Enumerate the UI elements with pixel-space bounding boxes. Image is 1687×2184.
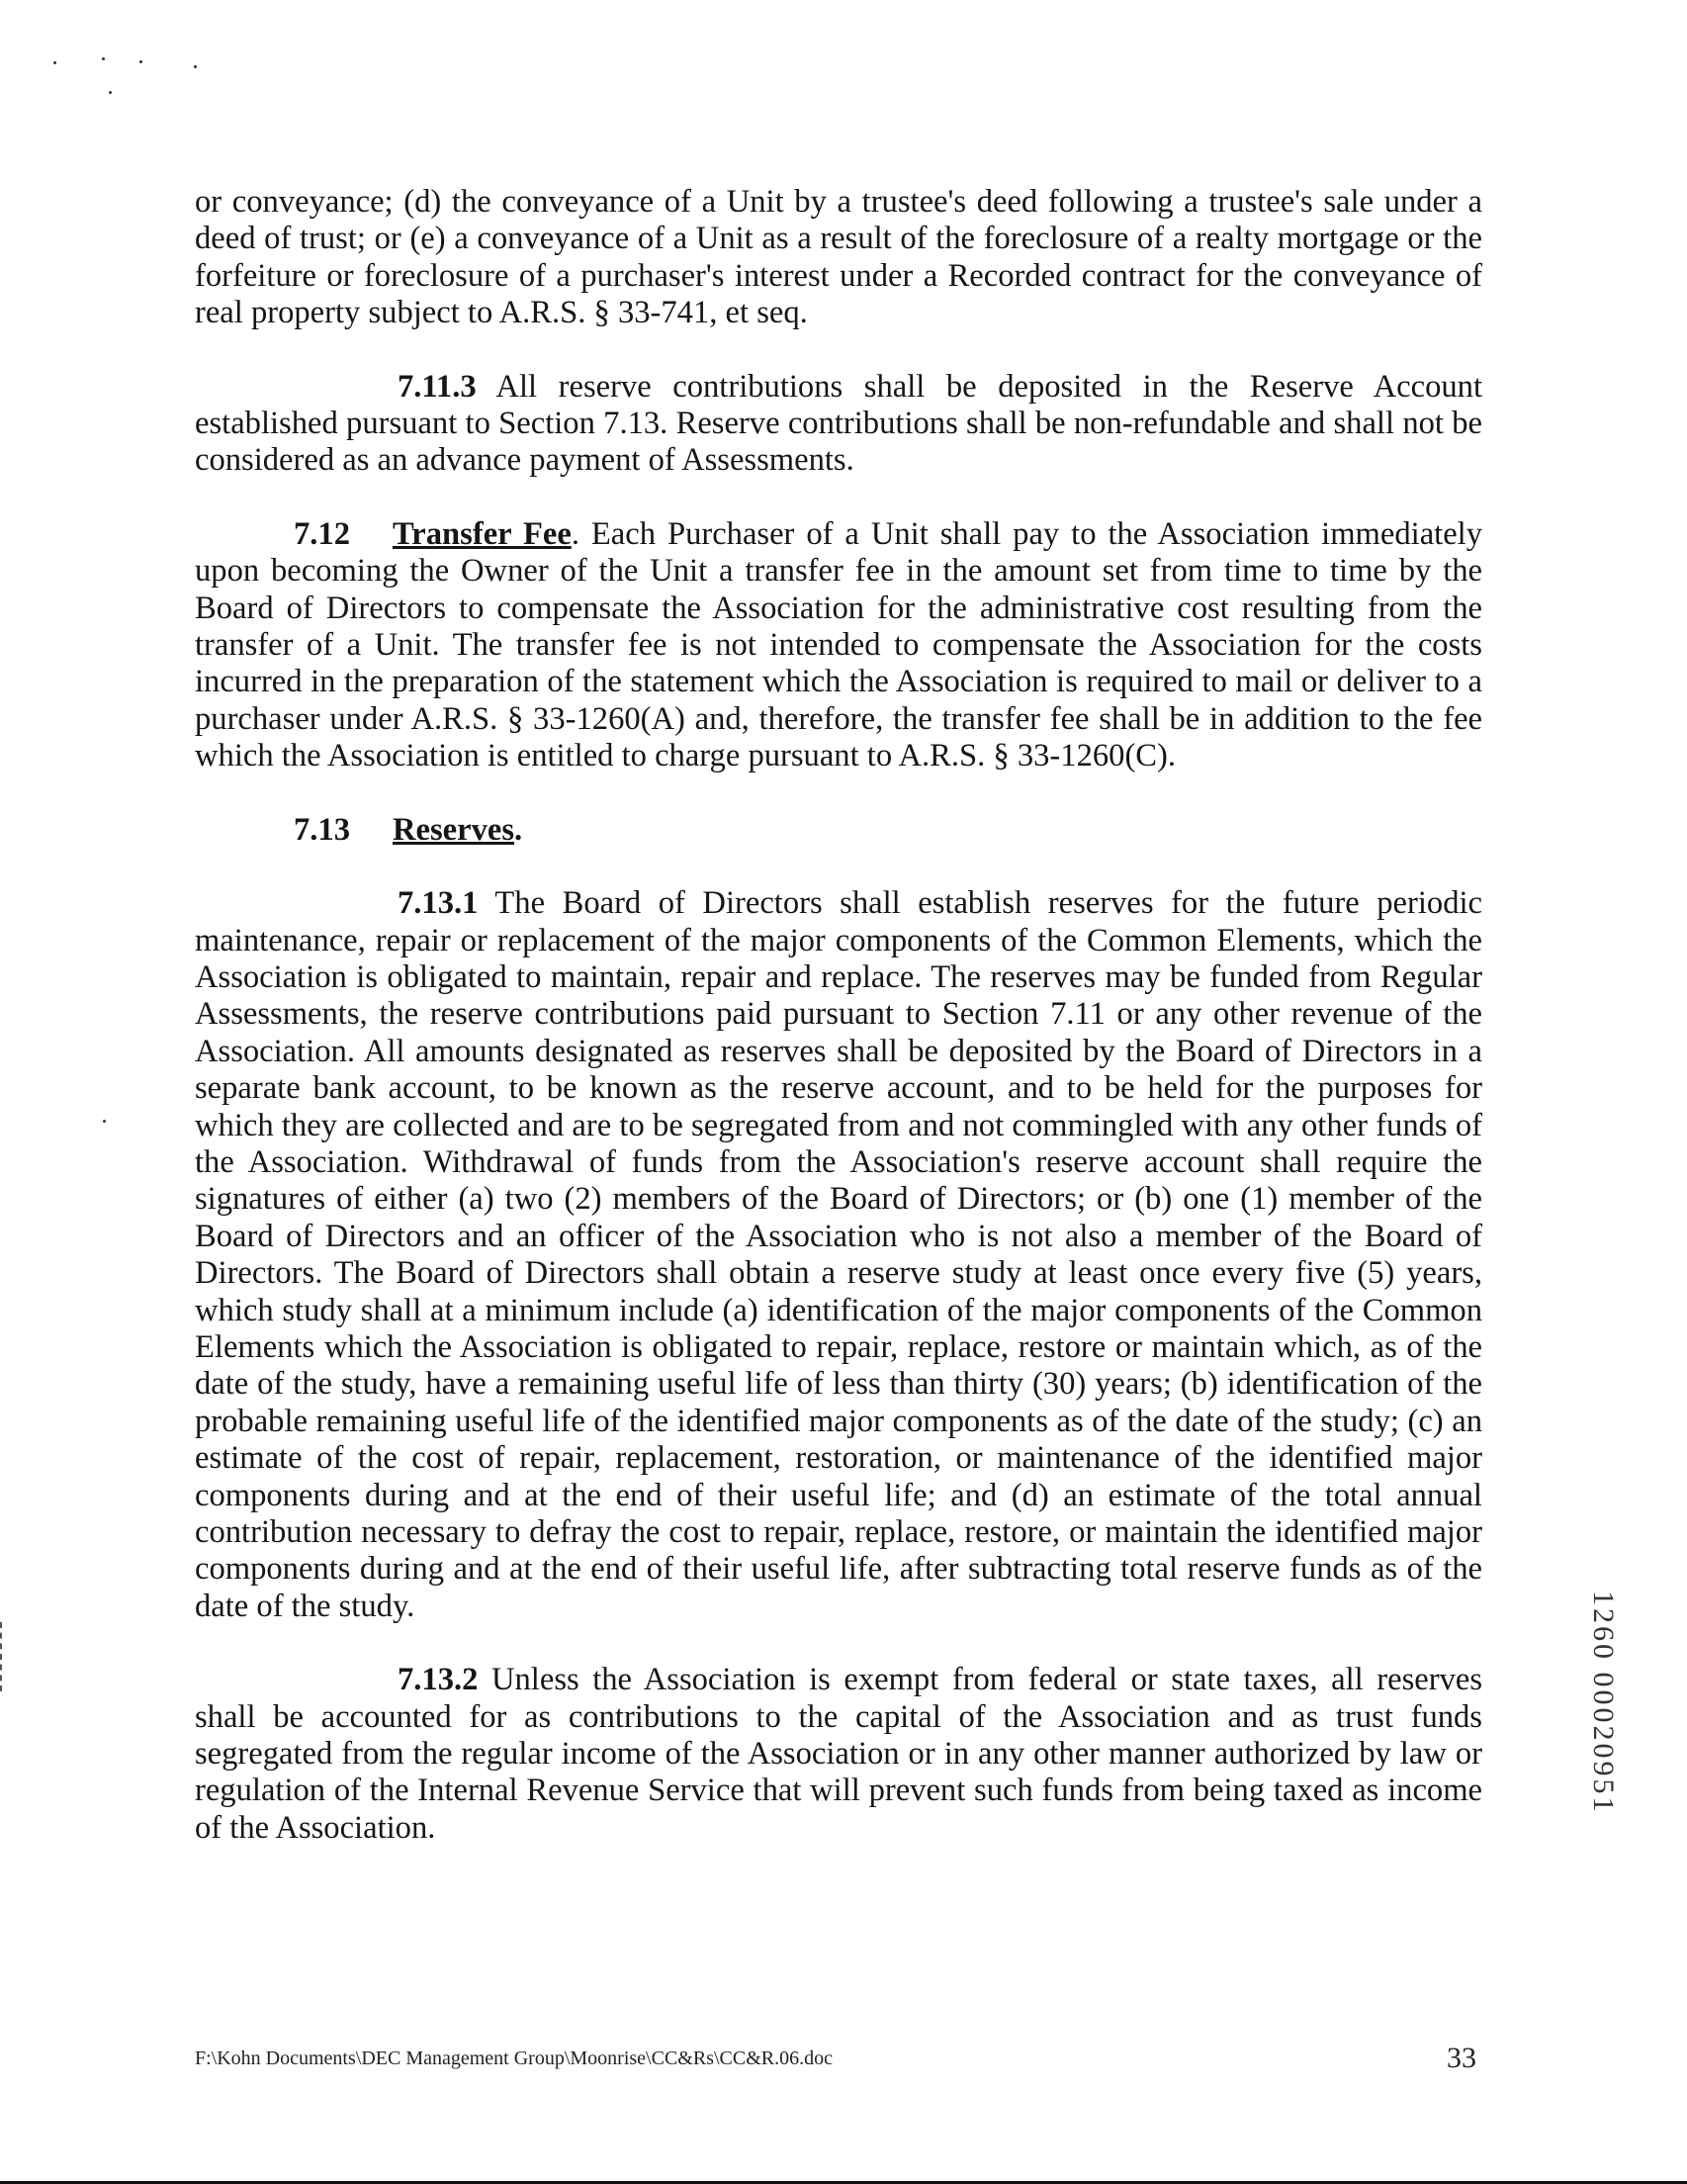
scan-speck (109, 91, 112, 94)
section-7-13-heading (195, 812, 1482, 849)
section-number: 7.12 (294, 515, 351, 552)
scan-speck (103, 1120, 106, 1123)
scan-speck (102, 57, 105, 60)
section-title-period: . (514, 811, 523, 848)
section-title: Transfer Fee (393, 515, 572, 552)
section-number: 7.13 (294, 811, 351, 848)
section-number: 7.13.2 (398, 1662, 479, 1698)
scan-speck (194, 65, 197, 68)
document-body (195, 184, 1482, 1847)
section-number: 7.13.1 (398, 885, 479, 922)
section-7-13-1 (195, 885, 1482, 1625)
section-7-12 (195, 516, 1482, 775)
continuation-paragraph: or conveyance; (d) the conveyance of a Unit by a trustee's deed following a trustee's sale under a deed of trust; or (e) a conveyance of a Unit as a result of the foreclosure of a realty mortgage or the forfeiture or foreclosure of a purchaser's interest under a Recorded contract for the conveyance of real property subject to A.R.S. § 33-741, et seq. (195, 184, 1482, 331)
page-number: 33 (1447, 2042, 1476, 2074)
section-7-11-3 (195, 369, 1482, 480)
scan-speck (53, 61, 56, 64)
scan-speck (139, 60, 142, 63)
section-text: Unless the Association is exempt from federal or state taxes, all reserves shall be accounted for as contributions to the capital of the Association and as trust funds segregated from the regular income of the Association or in any other manner authorized by law or regulation of the Internal Revenue Service that will prevent such funds from being taxed as income of the Association. (195, 1662, 1482, 1846)
section-7-13-2 (195, 1662, 1482, 1847)
footer-file-path: F:\Kohn Documents\DEC Management Group\Moonrise\CC&Rs\CC&R.06.doc (195, 2048, 833, 2069)
section-text: . Each Purchaser of a Unit shall pay to the Association immediately upon becoming the Owner of the Unit a transfer fee in the amount set from time to time by the Board of Directors to compensate the Association for the administrative cost resulting from the transfer of a Unit. The transfer fee is not intended to compensate the Association for the costs incurred in the preparation of the statement which the Association is required to mail or deliver to a purchaser under A.R.S. § 33-1260(A) and, therefore, the transfer fee shall be in addition to the fee which the Association is entitled to charge pursuant to A.R.S. § 33-1260(C). (195, 515, 1483, 774)
section-text: All reserve contributions shall be deposited in the Reserve Account established pursuant to Section 7.13. Reserve contributions shall be non-refundable and shall not be considered as an advance payment of Assessments. (195, 368, 1482, 479)
section-number: 7.11.3 (398, 368, 477, 405)
scan-left-edge-mark (0, 1622, 4, 1691)
section-text: The Board of Directors shall establish reserves for the future periodic maintenance, repair or replacement of the major components of the Common Elements, which the Association is obligated to maintain, repair and replace. The reserves may be funded from Regular Assessments, the reserve contributions paid pursuant to Section 7.11 or any other revenue of the Association. All amounts designated as reserves shall be deposited by the Board of Directors in a separate bank account, to be known as the reserve account, and to be held for the purposes for which they are collected and are to be segregated from and not commingled with any other funds of the Association. Withdrawal of funds from the Association's reserve account shall require the signatures of either (a) two (2) members of the Board of Directors; or (b) one (1) member of the Board of Directors and an officer of the Association who is not also a member of the Board of Directors. The Board of Directors shall obtain a reserve study at least once every five (5) years, which study shall at a minimum include (a) identification of the major components of the Common Elements which the Association is obligated to repair, replace, restore or maintain which, as of the date of the study, have a remaining useful life of less than thirty (30) years; (b) identification of the probable remaining useful life of the identified major components as of the date of the study; (c) an estimate of the cost of repair, replacement, restoration, or maintenance of the identified major components during and at the end of their useful life; and (d) an estimate of the total annual contribution necessary to defray the cost to repair, replace, restore, or maintain the identified major components during and at the end of their useful life, after subtracting total reserve funds as of the date of the study. (195, 885, 1482, 1624)
margin-stamp: 1260 00020951 (1587, 1591, 1620, 1815)
section-title: Reserves (393, 811, 515, 848)
